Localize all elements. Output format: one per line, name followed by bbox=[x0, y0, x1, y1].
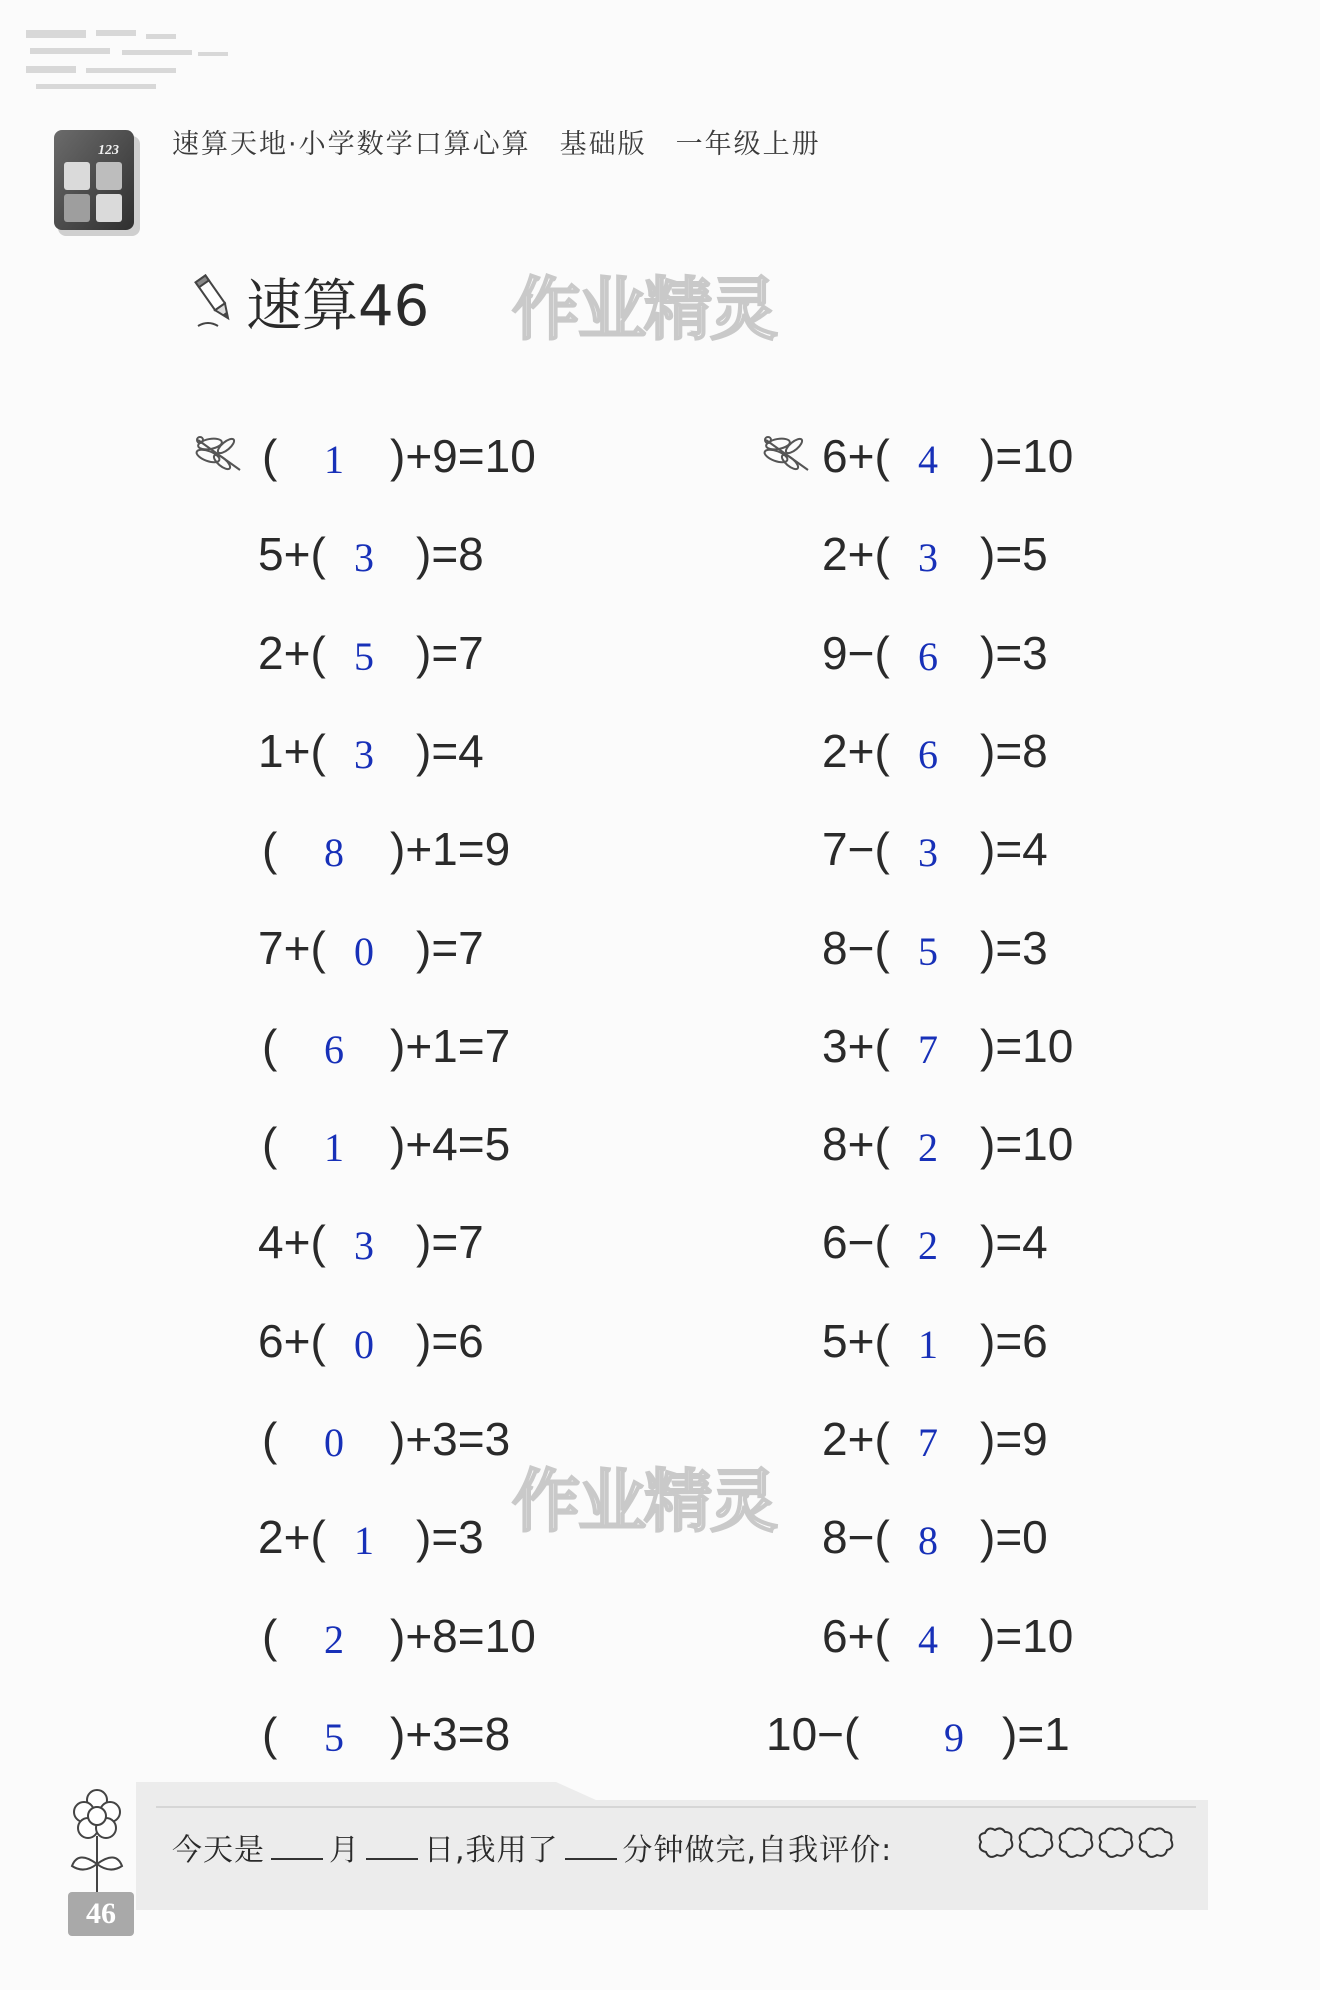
answer-value[interactable]: 3 bbox=[354, 1223, 374, 1269]
problem-expression-right: )+1=9 bbox=[390, 823, 511, 876]
problem-expression-left: ( bbox=[262, 1413, 278, 1465]
problem-row bbox=[202, 621, 582, 685]
problem-expression-right: )=3 bbox=[980, 626, 1048, 679]
problem-expression-left: 4+( bbox=[258, 1216, 326, 1269]
answer-value[interactable]: 0 bbox=[354, 1321, 374, 1367]
problem-expression-left: 6+( bbox=[258, 1314, 326, 1367]
rating-flower-icon bbox=[1140, 1828, 1173, 1857]
problem-row bbox=[766, 424, 1146, 488]
problem-expression-right: )+3=3 bbox=[390, 1413, 511, 1465]
problem-expression-left: 5+( bbox=[258, 528, 326, 581]
problem-row bbox=[202, 1407, 582, 1471]
problem-expression-right: )+3=8 bbox=[390, 1707, 511, 1760]
problem-row bbox=[766, 817, 1146, 881]
problem-expression-right: )=4 bbox=[980, 823, 1048, 876]
problem-expression-right: )+8=10 bbox=[390, 1609, 536, 1662]
book-logo bbox=[52, 128, 144, 240]
problem-expression-left: 2+( bbox=[822, 1413, 890, 1465]
answer-value[interactable]: 2 bbox=[324, 1616, 344, 1662]
problem-expression-left: ( bbox=[262, 1707, 278, 1760]
problem-expression-right: )=9 bbox=[980, 1413, 1048, 1465]
problem-expression-left: 6+( bbox=[822, 1609, 890, 1662]
answer-value[interactable]: 1 bbox=[324, 437, 344, 482]
problem-expression-right: )=4 bbox=[980, 1216, 1048, 1269]
answer-value[interactable]: 3 bbox=[354, 731, 374, 777]
problem-expression-left: 9−( bbox=[822, 626, 890, 679]
problem-row bbox=[766, 1407, 1146, 1471]
rating-flower-icon bbox=[1020, 1828, 1053, 1857]
problem-expression-right: )+4=5 bbox=[390, 1118, 511, 1171]
footer-record bbox=[172, 1825, 892, 1869]
problem-expression-right: )=3 bbox=[980, 921, 1048, 974]
problem-row bbox=[766, 916, 1146, 980]
answer-value[interactable]: 8 bbox=[918, 1518, 938, 1564]
problem-expression-right: )=6 bbox=[416, 1314, 484, 1367]
answer-value[interactable]: 5 bbox=[918, 928, 938, 974]
rating-flower-icon bbox=[1100, 1828, 1133, 1857]
problem-expression-left: 6−( bbox=[822, 1216, 890, 1269]
problem-row bbox=[202, 1014, 582, 1078]
problem-expression-left: ( bbox=[262, 1019, 278, 1072]
problem-row bbox=[766, 522, 1146, 586]
problem-expression-left: 7+( bbox=[258, 921, 326, 974]
answer-value[interactable]: 0 bbox=[324, 1420, 344, 1465]
answer-value[interactable]: 9 bbox=[944, 1714, 964, 1760]
problem-expression-right: )=10 bbox=[980, 1019, 1074, 1072]
problem-row bbox=[202, 719, 582, 783]
logo-text: 123 bbox=[98, 143, 119, 158]
day-blank[interactable] bbox=[366, 1832, 418, 1860]
footer-day-label: 日,我用了 bbox=[424, 1833, 559, 1868]
answer-value[interactable]: 1 bbox=[324, 1125, 344, 1171]
page-number: 46 bbox=[68, 1892, 134, 1936]
watermark: 作业精灵 bbox=[512, 1463, 777, 1542]
problem-expression-left: 2+( bbox=[258, 1511, 326, 1564]
problem-expression-right: )=3 bbox=[416, 1511, 484, 1564]
problem-row bbox=[766, 1604, 1146, 1668]
problem-expression-left: 6+( bbox=[822, 430, 890, 482]
answer-value[interactable]: 4 bbox=[918, 1616, 938, 1662]
answer-value[interactable]: 5 bbox=[354, 633, 374, 679]
footer-today-label: 今天是 bbox=[172, 1833, 265, 1868]
problem-expression-left: 1+( bbox=[258, 724, 326, 777]
problem-row bbox=[202, 1309, 582, 1373]
problem-row bbox=[766, 1210, 1146, 1274]
problem-expression-left: ( bbox=[262, 1609, 278, 1662]
answer-value[interactable]: 6 bbox=[918, 731, 938, 777]
answer-value[interactable]: 3 bbox=[354, 535, 374, 581]
problem-expression-right: )=10 bbox=[980, 1118, 1074, 1171]
problem-expression-left: 2+( bbox=[822, 528, 890, 581]
book-header-title: 速算天地·小学数学口算心算 基础版 一年级上册 bbox=[172, 129, 821, 160]
footer-minutes-label: 分钟做完,自我评价: bbox=[622, 1833, 893, 1868]
problem-expression-right: )=7 bbox=[416, 921, 484, 974]
answer-value[interactable]: 1 bbox=[354, 1518, 374, 1564]
problem-expression-right: )=1 bbox=[1002, 1707, 1070, 1760]
problem-row bbox=[766, 1702, 1146, 1766]
problem-expression-right: )+1=7 bbox=[390, 1019, 511, 1072]
problem-expression-right: )=7 bbox=[416, 626, 484, 679]
answer-value[interactable]: 6 bbox=[324, 1026, 344, 1072]
problem-expression-left: ( bbox=[262, 1118, 278, 1171]
problem-expression-right: )=8 bbox=[980, 724, 1048, 777]
problem-expression-right: )=10 bbox=[980, 1609, 1074, 1662]
problem-row bbox=[766, 621, 1146, 685]
problem-expression-right: )=5 bbox=[980, 528, 1048, 581]
problem-row bbox=[202, 916, 582, 980]
answer-value[interactable]: 3 bbox=[918, 830, 938, 876]
answer-value[interactable]: 8 bbox=[324, 830, 344, 876]
problem-row bbox=[202, 424, 582, 488]
rating-flower-icon bbox=[1060, 1828, 1093, 1857]
problem-row bbox=[766, 719, 1146, 783]
problem-row bbox=[766, 1309, 1146, 1373]
problem-expression-left: ( bbox=[262, 430, 278, 482]
problem-expression-left: ( bbox=[262, 823, 278, 876]
problem-expression-right: )+9=10 bbox=[390, 430, 536, 482]
footer-month-label: 月 bbox=[329, 1833, 360, 1868]
problem-expression-left: 8−( bbox=[822, 921, 890, 974]
problem-expression-left: 5+( bbox=[822, 1314, 890, 1367]
scan-noise-decoration bbox=[26, 26, 236, 96]
problem-row bbox=[202, 817, 582, 881]
answer-value[interactable]: 3 bbox=[918, 535, 938, 581]
answer-value[interactable]: 4 bbox=[918, 437, 938, 482]
problem-expression-right: )=4 bbox=[416, 724, 484, 777]
page-title: 速算46 bbox=[246, 274, 430, 339]
problem-expression-left: 10−( bbox=[766, 1707, 860, 1760]
problem-expression-left: 8+( bbox=[822, 1118, 890, 1171]
problem-row bbox=[202, 522, 582, 586]
problem-row bbox=[202, 1112, 582, 1176]
answer-value[interactable]: 5 bbox=[324, 1714, 344, 1760]
problem-row bbox=[766, 1112, 1146, 1176]
problem-expression-right: )=8 bbox=[416, 528, 484, 581]
answer-value[interactable]: 7 bbox=[918, 1026, 938, 1072]
watermark: 作业精灵 bbox=[512, 271, 777, 350]
month-blank[interactable] bbox=[271, 1832, 323, 1860]
answer-value[interactable]: 1 bbox=[918, 1321, 938, 1367]
answer-value[interactable]: 0 bbox=[354, 928, 374, 974]
problem-row bbox=[202, 1505, 582, 1569]
answer-value[interactable]: 6 bbox=[918, 633, 938, 679]
rating-flower-icon bbox=[980, 1828, 1013, 1857]
minutes-blank[interactable] bbox=[565, 1832, 617, 1860]
answer-value[interactable]: 2 bbox=[918, 1125, 938, 1171]
problem-expression-left: 7−( bbox=[822, 823, 890, 876]
problem-expression-right: )=7 bbox=[416, 1216, 484, 1269]
problem-row bbox=[202, 1210, 582, 1274]
problem-row bbox=[202, 1604, 582, 1668]
problem-expression-left: 2+( bbox=[822, 724, 890, 777]
problem-expression-left: 2+( bbox=[258, 626, 326, 679]
problem-row bbox=[766, 1505, 1146, 1569]
problem-expression-left: 8−( bbox=[822, 1511, 890, 1564]
problem-expression-right: )=10 bbox=[980, 430, 1074, 482]
problem-expression-left: 3+( bbox=[822, 1019, 890, 1072]
problem-row bbox=[202, 1702, 582, 1766]
pencil-icon bbox=[194, 272, 238, 330]
flower-icon bbox=[64, 1786, 130, 1906]
answer-value[interactable]: 2 bbox=[918, 1223, 938, 1269]
problem-expression-right: )=6 bbox=[980, 1314, 1048, 1367]
answer-value[interactable]: 7 bbox=[918, 1420, 938, 1465]
self-rating-flowers[interactable] bbox=[975, 1822, 1175, 1866]
problem-row bbox=[766, 1014, 1146, 1078]
problem-expression-right: )=0 bbox=[980, 1511, 1048, 1564]
